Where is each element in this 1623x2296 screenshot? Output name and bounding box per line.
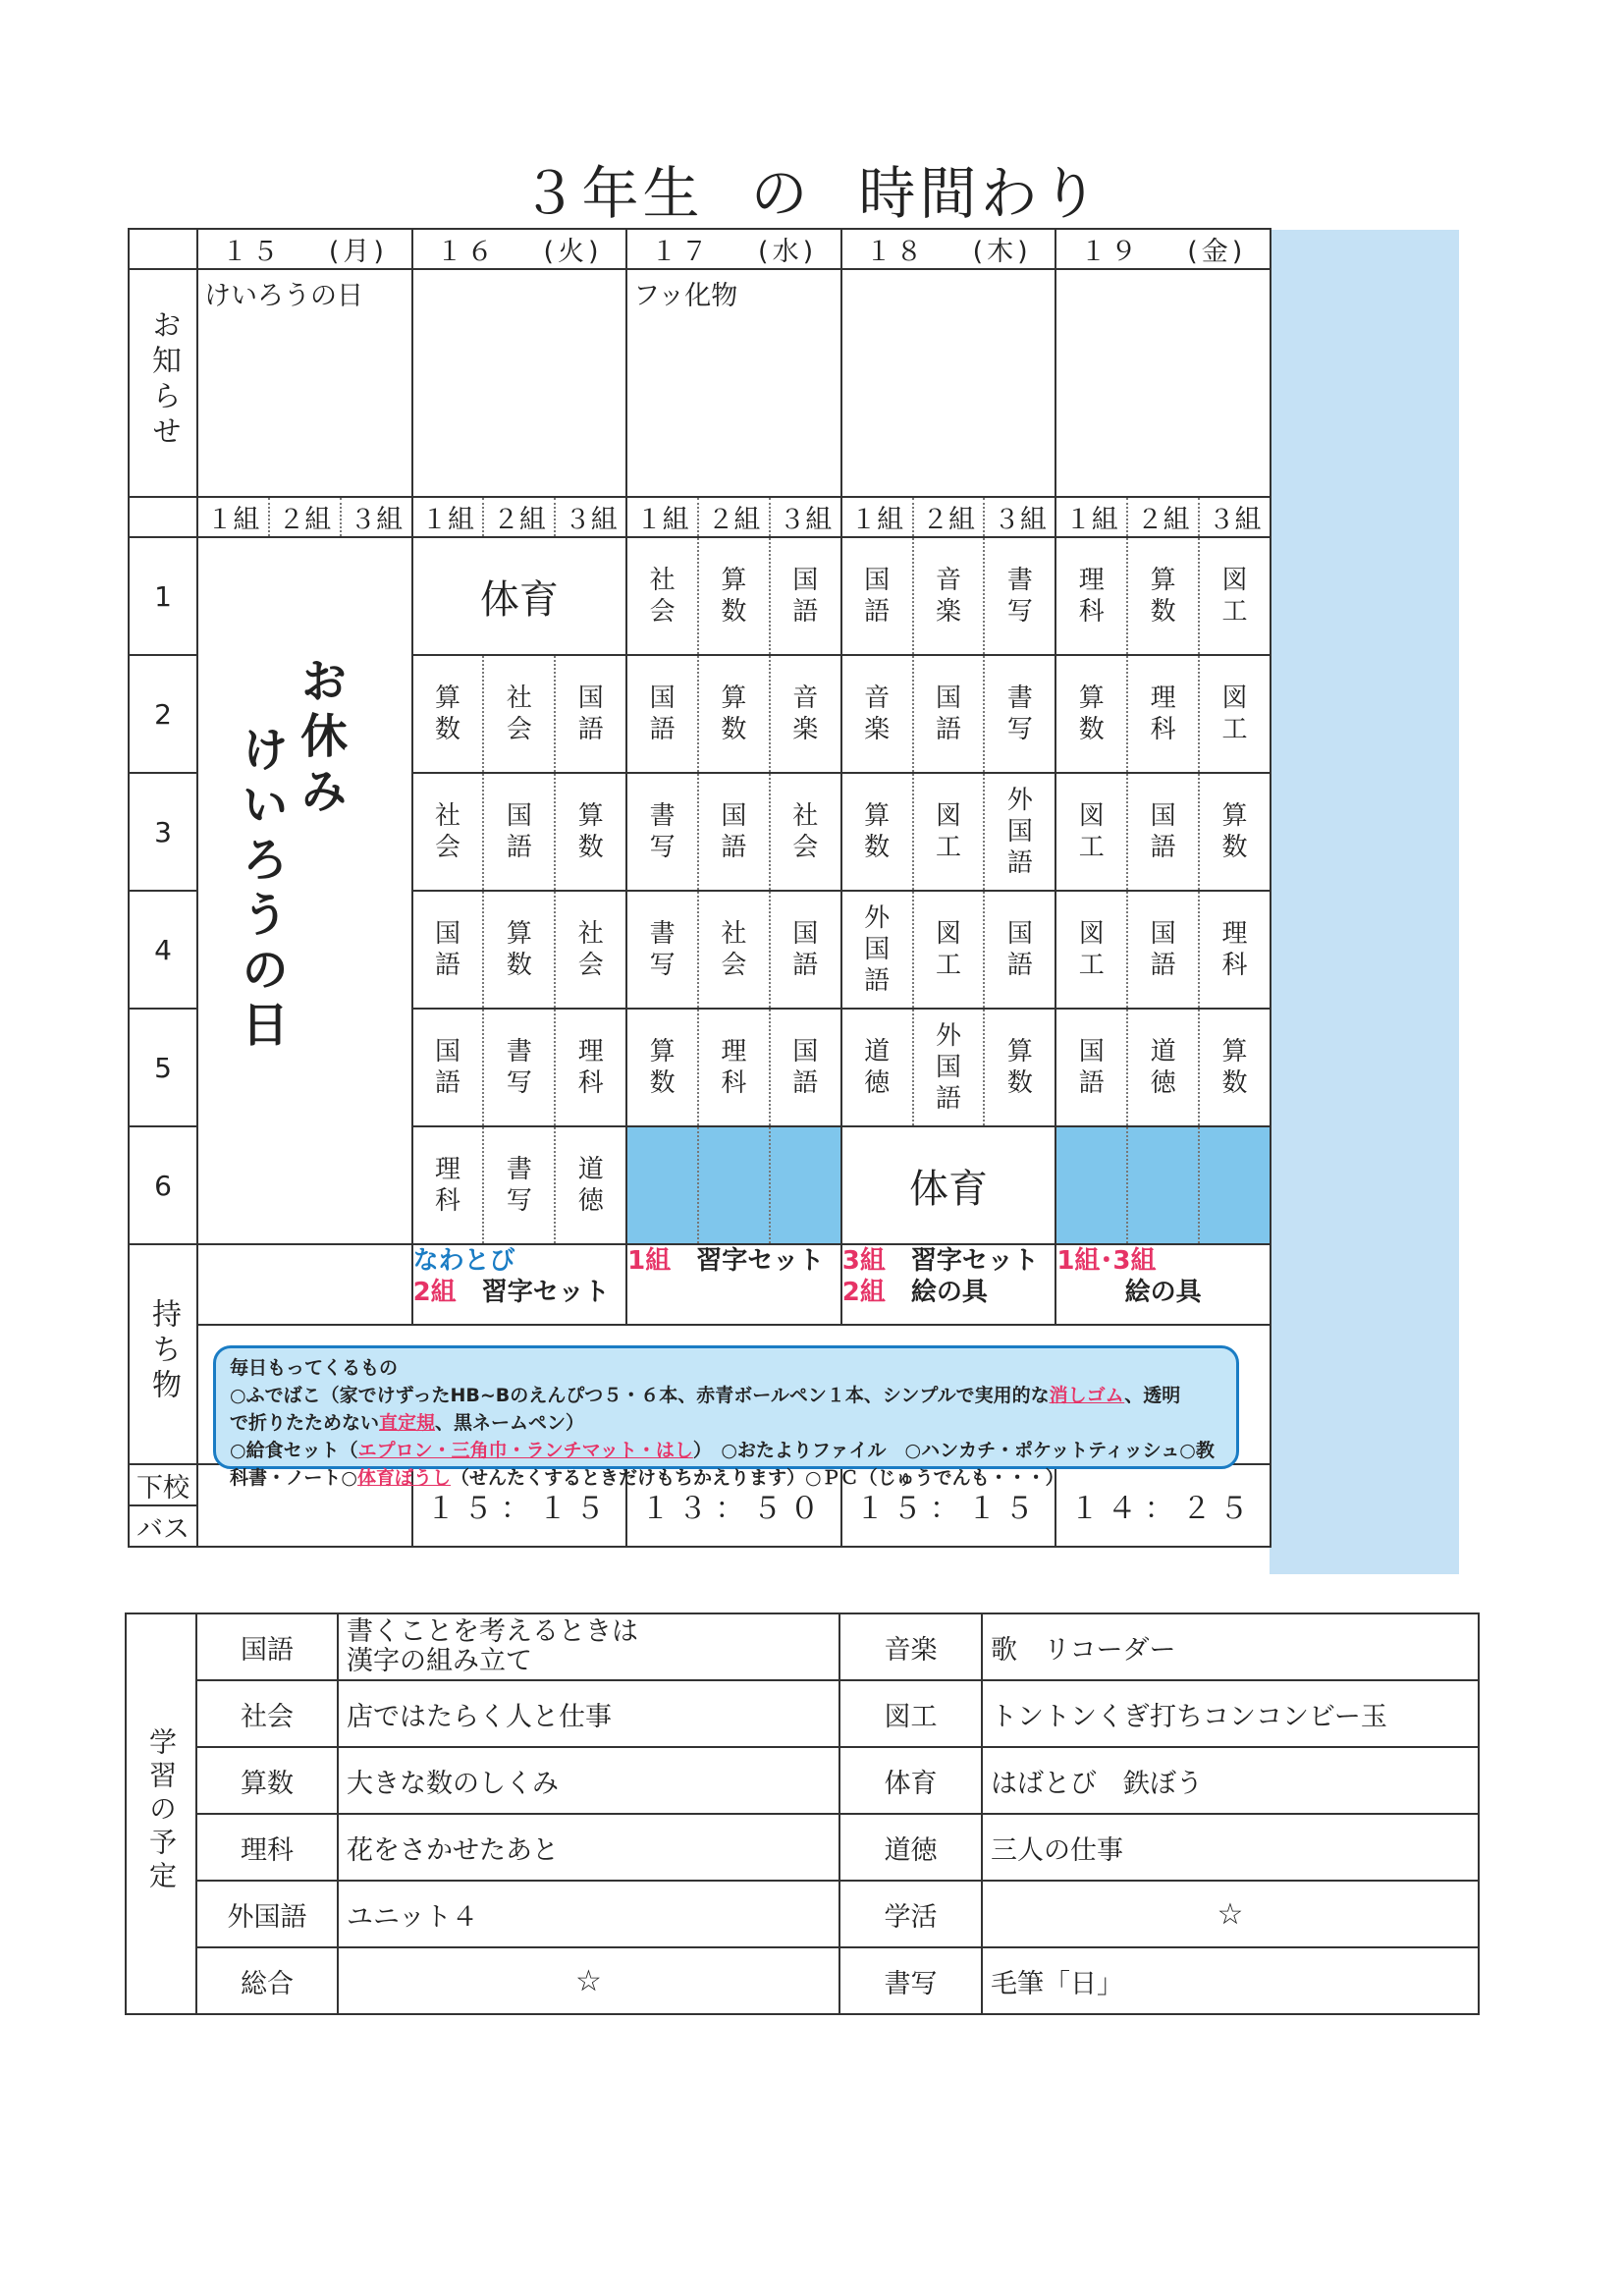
subject-cell: 理科 — [698, 1009, 770, 1126]
group-header: ３組 — [1199, 497, 1271, 537]
subject-cell: 外国語 — [984, 773, 1055, 891]
subject-cell: 外国語 — [913, 1009, 985, 1126]
group-header: ２組 — [698, 497, 770, 537]
subject-cell: 図工 — [1055, 891, 1127, 1009]
plan-topic: 花をさかせたあと — [338, 1814, 839, 1881]
subject-cell: 社会 — [483, 655, 555, 773]
subject-cell: 書写 — [626, 773, 698, 891]
subject-cell: 算数 — [1127, 537, 1199, 655]
period-label: 1 — [129, 537, 197, 655]
items-label: 持ち物 — [129, 1244, 197, 1464]
items-wed: 1組 習字セット — [626, 1244, 841, 1325]
subject-cell: 音楽 — [770, 655, 841, 773]
items-tue: なわとび 2組 習字セット — [412, 1244, 627, 1325]
subject-cell: 国語 — [770, 537, 841, 655]
subject-cell: 算数 — [1199, 773, 1271, 891]
period-label: 6 — [129, 1126, 197, 1244]
period-label: 2 — [129, 655, 197, 773]
group-header: １組 — [1055, 497, 1127, 537]
plan-row — [126, 1747, 1479, 1814]
thu-p6-pe: 体育 — [841, 1126, 1056, 1244]
subject-cell: 算数 — [412, 655, 484, 773]
group-header: １組 — [626, 497, 698, 537]
items-mon — [197, 1244, 412, 1325]
items-thu: 3組 習字セット 2組 絵の具 — [841, 1244, 1056, 1325]
subject-cell: 国語 — [626, 655, 698, 773]
plan-subject: 社会 — [196, 1680, 338, 1747]
subject-cell: 書写 — [626, 891, 698, 1009]
subject-cell: 算数 — [841, 773, 913, 891]
plan-topic: ☆ — [338, 1947, 839, 2014]
plan-row — [126, 1613, 1479, 1680]
group-header: ３組 — [341, 497, 412, 537]
subject-cell: 算数 — [984, 1009, 1055, 1126]
group-header: ３組 — [984, 497, 1055, 537]
subject-cell: 国語 — [1127, 891, 1199, 1009]
plan-subject: 道徳 — [839, 1814, 982, 1881]
notice-mon: けいろうの日 — [197, 269, 412, 497]
empty-period — [1055, 1126, 1127, 1244]
group-header-row — [129, 497, 1271, 537]
bus-label-1: 下校 — [129, 1464, 197, 1505]
group-header: ３組 — [555, 497, 626, 537]
subject-cell: 国語 — [770, 891, 841, 1009]
plan-topic: 三人の仕事 — [982, 1814, 1479, 1881]
subject-cell: 国語 — [698, 773, 770, 891]
subject-cell: 音楽 — [841, 655, 913, 773]
page-title: ３年生 の 時間わり — [520, 160, 1103, 227]
plan-topic: 店ではたらく人と仕事 — [338, 1680, 839, 1747]
bus-thu: １５：１５ — [841, 1464, 1056, 1547]
subject-cell: 国語 — [483, 773, 555, 891]
items-fri: 1組･3組 絵の具 — [1055, 1244, 1271, 1325]
subject-cell: 算数 — [698, 537, 770, 655]
subject-cell: 理科 — [1055, 537, 1127, 655]
bus-label-2: バス — [129, 1505, 197, 1547]
subject-cell: 算数 — [555, 773, 626, 891]
plan-topic: 毛筆「日」 — [982, 1947, 1479, 2014]
empty-period — [626, 1126, 698, 1244]
subject-cell: 算数 — [483, 891, 555, 1009]
plan-subject: 総合 — [196, 1947, 338, 2014]
day-header-wed: １７ (水) — [626, 229, 841, 269]
plan-subject: 算数 — [196, 1747, 338, 1814]
tue-p1-pe: 体育 — [412, 537, 627, 655]
plan-subject: 書写 — [839, 1947, 982, 2014]
plan-topic: 歌 リコーダー — [982, 1613, 1479, 1680]
subject-cell: 国語 — [555, 655, 626, 773]
plan-topic: ☆ — [982, 1881, 1479, 1947]
plan-topic: 書くことを考えるときは 漢字の組み立て — [338, 1613, 839, 1680]
subject-cell: 算数 — [1199, 1009, 1271, 1126]
subject-cell: 国語 — [913, 655, 985, 773]
notice-label: お知らせ — [129, 269, 197, 497]
group-header: ３組 — [770, 497, 841, 537]
period-label: 3 — [129, 773, 197, 891]
plan-row — [126, 1947, 1479, 2014]
plan-row — [126, 1814, 1479, 1881]
notice-thu — [841, 269, 1056, 497]
plan-subject: 学活 — [839, 1881, 982, 1947]
subject-cell: 算数 — [626, 1009, 698, 1126]
plan-topic: はばとび 鉄ぼう — [982, 1747, 1479, 1814]
subject-cell: 外国語 — [841, 891, 913, 1009]
side-blue-panel — [1270, 230, 1459, 1574]
plan-topic: 大きな数のしくみ — [338, 1747, 839, 1814]
subject-cell: 国語 — [1055, 1009, 1127, 1126]
subject-cell: 道徳 — [555, 1126, 626, 1244]
subject-cell: 道徳 — [1127, 1009, 1199, 1126]
plan-row — [126, 1881, 1479, 1947]
subject-cell: 理科 — [1127, 655, 1199, 773]
plan-topic: ユニット４ — [338, 1881, 839, 1947]
group-header: ２組 — [1127, 497, 1199, 537]
plan-subject: 外国語 — [196, 1881, 338, 1947]
subject-cell: 国語 — [1127, 773, 1199, 891]
plan-subject: 理科 — [196, 1814, 338, 1881]
period-label: 5 — [129, 1009, 197, 1126]
empty-period — [1199, 1126, 1271, 1244]
holiday-line2: けいろうの日 — [233, 725, 289, 1055]
holiday-line1: お休み — [292, 656, 348, 821]
subject-cell: 図工 — [1055, 773, 1127, 891]
day-header-thu: １８ (木) — [841, 229, 1056, 269]
empty-period — [1127, 1126, 1199, 1244]
subject-cell: 国語 — [770, 1009, 841, 1126]
subject-cell: 書写 — [984, 655, 1055, 773]
notice-fri — [1055, 269, 1271, 497]
bus-wed: １３：５０ — [626, 1464, 841, 1547]
subject-cell: 書写 — [483, 1009, 555, 1126]
subject-cell: 道徳 — [841, 1009, 913, 1126]
subject-cell: 国語 — [841, 537, 913, 655]
subject-cell: 算数 — [698, 655, 770, 773]
bus-tue: １５：１５ — [412, 1464, 627, 1547]
subject-cell: 社会 — [626, 537, 698, 655]
group-header: ２組 — [913, 497, 985, 537]
plan-label: 学習の予定 — [126, 1613, 196, 2014]
plan-subject: 図工 — [839, 1680, 982, 1747]
day-header-mon: １５ (月) — [197, 229, 412, 269]
group-header: １組 — [197, 497, 269, 537]
study-plan-table — [125, 1613, 1480, 2015]
subject-cell: 社会 — [770, 773, 841, 891]
daily-items-box: 毎日もってくるもの ○ふでばこ（家でけずったHB~Bのえんぴつ５・６本、赤青ボールペン１本、シンプルで実用的な消しゴム、透明 で折りたためない直定規、黒ネームペン） ○給食セット（エプロン・三角巾・ランチマット・はし） ○おたよりファイル ○ハンカチ・ポケットティッシュ○教 科書・ノート○体育ぼうし（せんたくするときだけもちかえります）○ＰＣ（じゅうでんも・・・） — [213, 1345, 1239, 1469]
holiday-cell — [197, 537, 412, 1244]
subject-cell: 音楽 — [913, 537, 985, 655]
day-header-fri: １９ (金) — [1055, 229, 1271, 269]
group-header: ２組 — [483, 497, 555, 537]
plan-subject: 音楽 — [839, 1613, 982, 1680]
group-header: １組 — [412, 497, 484, 537]
subject-cell: 図工 — [913, 891, 985, 1009]
subject-cell: 社会 — [555, 891, 626, 1009]
plan-subject: 体育 — [839, 1747, 982, 1814]
group-header: １組 — [841, 497, 913, 537]
day-header-tue: １６ (火) — [412, 229, 627, 269]
subject-cell: 図工 — [1199, 655, 1271, 773]
notice-wed: フッ化物 — [626, 269, 841, 497]
subject-cell: 理科 — [412, 1126, 484, 1244]
subject-cell: 書写 — [984, 537, 1055, 655]
subject-cell: 算数 — [1055, 655, 1127, 773]
plan-topic: トントンくぎ打ちコンコンビー玉 — [982, 1680, 1479, 1747]
bus-fri: １４：２５ — [1055, 1464, 1271, 1547]
subject-cell: 国語 — [412, 1009, 484, 1126]
plan-row — [126, 1680, 1479, 1747]
subject-cell: 理科 — [555, 1009, 626, 1126]
plan-subject: 国語 — [196, 1613, 338, 1680]
notice-tue — [412, 269, 627, 497]
corner-cell — [129, 229, 197, 269]
period-label: 4 — [129, 891, 197, 1009]
subject-cell: 社会 — [412, 773, 484, 891]
subject-cell: 国語 — [412, 891, 484, 1009]
empty-period — [770, 1126, 841, 1244]
subject-cell: 理科 — [1199, 891, 1271, 1009]
subject-cell: 図工 — [913, 773, 985, 891]
subject-cell: 図工 — [1199, 537, 1271, 655]
subject-cell: 社会 — [698, 891, 770, 1009]
subject-cell: 国語 — [984, 891, 1055, 1009]
empty-period — [698, 1126, 770, 1244]
group-header: ２組 — [269, 497, 341, 537]
subject-cell: 書写 — [483, 1126, 555, 1244]
